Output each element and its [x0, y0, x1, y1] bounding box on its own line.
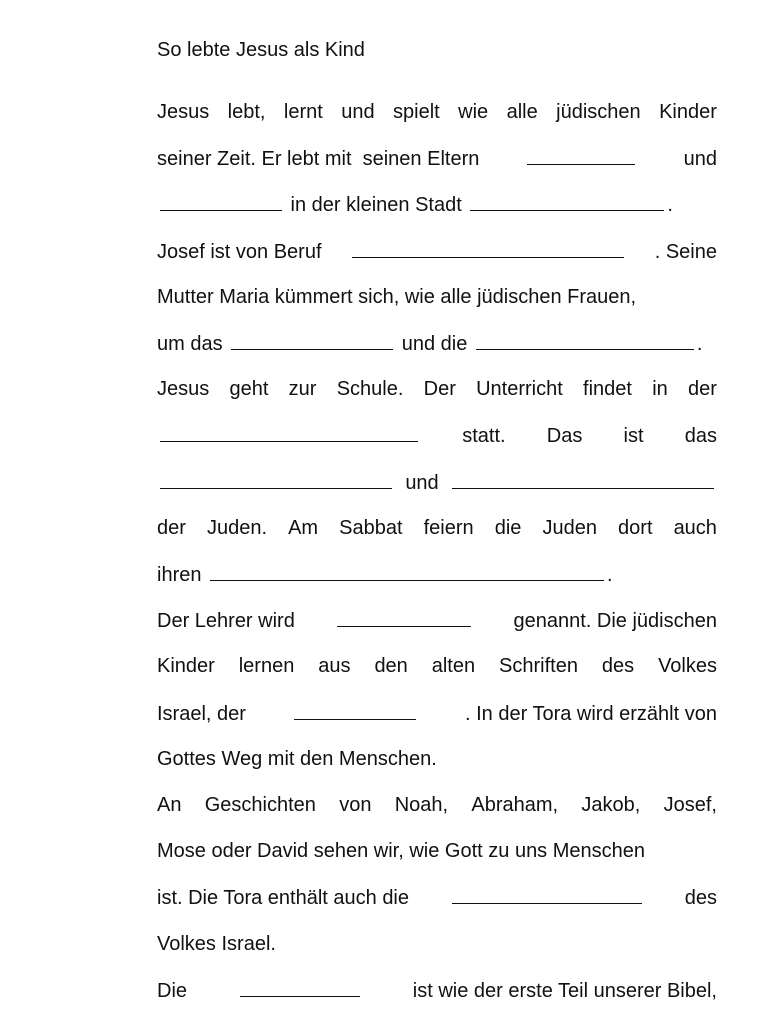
- text-segment: Schule.: [336, 378, 404, 401]
- text-segment: Das: [546, 425, 583, 448]
- text-segment: auch: [673, 516, 717, 539]
- text-segment: lebt,: [227, 101, 266, 123]
- text-segment: Kinder: [659, 101, 717, 123]
- text-segment: .: [607, 564, 613, 586]
- text-line: [157, 375, 717, 403]
- text-segment: aus: [318, 655, 351, 678]
- text-line: [157, 791, 717, 819]
- text-line: [157, 930, 717, 958]
- text-segment: der: [157, 516, 186, 539]
- text-segment: ist wie der erste Teil unserer Bibel,: [412, 979, 717, 1002]
- text-segment: dort: [618, 516, 653, 539]
- text-line: [157, 98, 717, 126]
- text-segment: die: [494, 516, 522, 539]
- fill-in-blank[interactable]: [452, 883, 642, 904]
- text-segment: ist: [623, 425, 644, 448]
- text-segment: Am: [288, 516, 319, 539]
- text-segment: feiern: [423, 516, 474, 539]
- text-segment: den: [374, 655, 408, 678]
- text-segment: Juden: [542, 516, 597, 539]
- text-segment: . In der Tora wird erzählt von: [465, 702, 717, 725]
- text-segment: Schriften: [499, 655, 578, 678]
- text-line: [157, 699, 717, 728]
- text-segment: Mose oder David sehen wir, wie Gott zu uns Menschen: [157, 840, 646, 863]
- text-segment: statt.: [462, 425, 506, 448]
- text-segment: lernen: [238, 655, 295, 678]
- text-segment: Sabbat: [339, 516, 403, 539]
- text-line: [157, 190, 717, 219]
- fill-in-blank[interactable]: [160, 421, 418, 442]
- text-line: [157, 745, 717, 773]
- text-segment: Volkes: [658, 655, 717, 678]
- fill-in-blank[interactable]: [352, 237, 624, 258]
- text-segment: Kinder: [157, 655, 215, 678]
- fill-in-blank[interactable]: [476, 329, 694, 350]
- fill-in-blank[interactable]: [240, 976, 360, 997]
- text-segment: geht: [229, 378, 269, 401]
- fill-in-blank[interactable]: [210, 560, 604, 581]
- text-segment: Israel, der: [157, 702, 246, 725]
- text-segment: wie: [458, 101, 489, 123]
- text-segment: um das: [157, 333, 229, 355]
- text-segment: Noah,: [394, 794, 449, 816]
- fill-in-blank[interactable]: [231, 329, 393, 350]
- text-line: [157, 560, 717, 589]
- text-segment: ist. Die Tora enthält auch die: [157, 887, 410, 910]
- text-segment: in: [652, 378, 668, 401]
- text-segment: Geschichten: [204, 794, 316, 816]
- text-segment: von: [339, 794, 372, 816]
- text-line: [157, 976, 717, 1005]
- text-segment: Gottes Weg mit den Menschen.: [157, 747, 437, 770]
- text-segment: und: [405, 471, 439, 494]
- text-segment: . Seine: [654, 240, 717, 263]
- text-segment: .: [696, 333, 703, 355]
- fill-in-blank[interactable]: [294, 699, 416, 720]
- text-segment: genannt. Die jüdischen: [513, 610, 717, 633]
- text-segment: des: [684, 887, 717, 910]
- text-line: [157, 283, 717, 311]
- text-segment: .: [667, 194, 673, 217]
- text-segment: der: [688, 378, 717, 401]
- text-segment: Josef,: [663, 794, 717, 816]
- text-line: [157, 237, 717, 266]
- text-segment: Jesus: [157, 101, 210, 123]
- text-line: [157, 144, 717, 173]
- text-segment: in der kleinen Stadt: [285, 194, 468, 217]
- text-segment: Abraham,: [471, 794, 559, 816]
- text-line: [157, 837, 717, 865]
- text-segment: Der: [423, 378, 456, 401]
- text-segment: und die: [396, 333, 473, 355]
- text-segment: Die: [157, 979, 188, 1002]
- text-segment: Juden.: [206, 516, 268, 539]
- worksheet-title: So lebte Jesus als Kind: [157, 39, 365, 61]
- text-segment: Jakob,: [581, 794, 641, 816]
- text-segment: Josef ist von Beruf: [157, 240, 322, 263]
- text-line: [157, 652, 717, 680]
- fill-in-blank[interactable]: [160, 468, 392, 489]
- text-segment: Unterricht: [476, 378, 563, 401]
- text-segment: ihren: [157, 564, 208, 586]
- text-line: [157, 421, 717, 450]
- text-line: [157, 329, 717, 358]
- fill-in-blank[interactable]: [452, 468, 714, 489]
- fill-in-blank[interactable]: [470, 190, 664, 211]
- text-segment: zur: [288, 378, 317, 401]
- text-segment: Jesus: [157, 378, 210, 401]
- text-line: [157, 468, 717, 497]
- text-segment: das: [684, 425, 717, 448]
- text-segment: spielt: [393, 101, 440, 123]
- text-line: [157, 606, 717, 635]
- text-segment: und: [341, 101, 375, 123]
- fill-in-blank[interactable]: [337, 606, 471, 627]
- text-segment: und: [683, 148, 717, 171]
- text-segment: seiner Zeit. Er lebt mit seinen Eltern: [157, 148, 480, 171]
- fill-in-blank[interactable]: [527, 144, 635, 165]
- text-segment: alle: [506, 101, 538, 123]
- text-segment: Der Lehrer wird: [157, 610, 295, 633]
- text-segment: lernt: [283, 101, 323, 123]
- text-segment: Mutter Maria kümmert sich, wie alle jüdischen Frauen,: [157, 285, 637, 308]
- text-segment: findet: [583, 378, 632, 401]
- text-segment: Volkes Israel.: [157, 932, 276, 955]
- text-segment: jüdischen: [556, 101, 641, 123]
- text-segment: des: [601, 655, 635, 678]
- text-line: [157, 514, 717, 542]
- text-segment: alten: [431, 655, 476, 678]
- fill-in-blank[interactable]: [160, 190, 282, 211]
- text-line: [157, 883, 717, 912]
- text-segment: An: [157, 794, 182, 816]
